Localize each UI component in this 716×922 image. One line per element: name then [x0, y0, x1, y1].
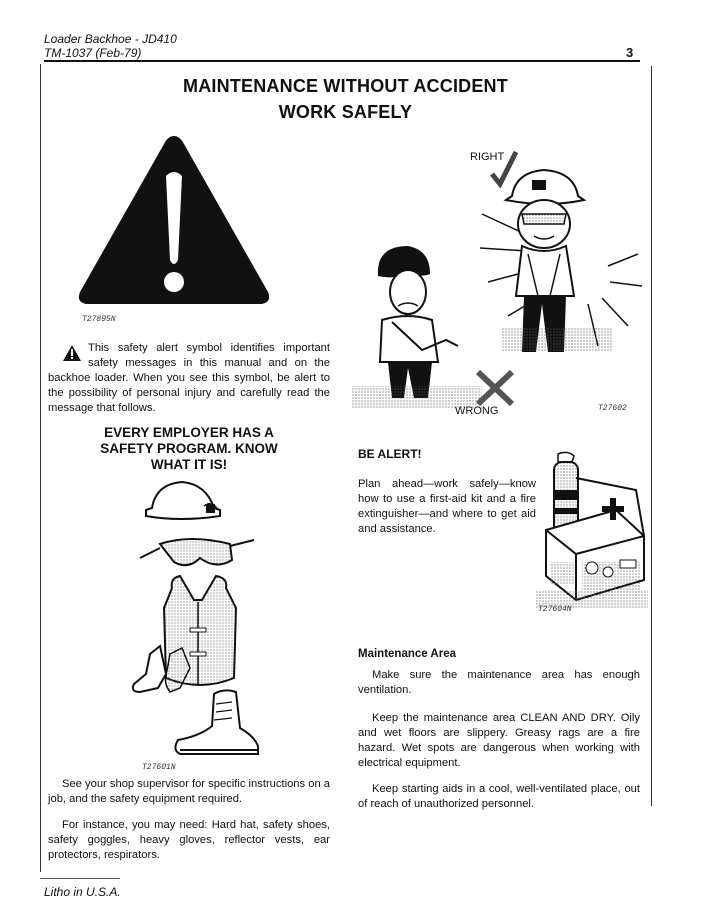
- manual-number: TM-1037 (Feb-79): [44, 46, 142, 60]
- maintenance-area-heading: Maintenance Area: [358, 648, 456, 660]
- safety-program-heading: [48, 425, 330, 473]
- be-alert-paragraph: [358, 477, 536, 537]
- clean-dry-paragraph: [358, 711, 640, 771]
- right-wrong-workers-illustration: [352, 136, 644, 418]
- be-alert-text: Plan ahead—work safely—know how to use a first-aid kit and a fire extinguisher—and where to get aid and assistance.: [358, 478, 536, 535]
- ventilation-paragraph: [358, 668, 640, 698]
- equipment-paragraph: [48, 818, 330, 863]
- safety-equipment-illustration: [120, 478, 280, 762]
- figure-id: T27895N: [82, 315, 116, 324]
- page-number: 3: [626, 45, 634, 60]
- footer-rule: [40, 878, 120, 879]
- equipment-text: For instance, you may need: Hard hat, safety shoes, safety goggles, heavy gloves, reflector vests, ear protectors, respirators.: [48, 819, 330, 861]
- symbol-explanation: [48, 341, 330, 416]
- right-margin-line: [651, 66, 652, 806]
- symbol-explanation-text: This safety alert symbol identifies important safety messages in this manual and on the backhoe loader. When you see this symbol, be alert to the possibility of personal injury and carefully read the message that follows.: [48, 342, 330, 414]
- clean-dry-text: Keep the maintenance area CLEAN AND DRY. Oily and wet floors are slippery. Greasy rags are a fire hazard. Wet spots are dangerous when working with electrical equipment.: [358, 712, 640, 769]
- manual-title: Loader Backhoe - JD410: [44, 32, 177, 46]
- right-label: RIGHT: [470, 151, 505, 163]
- figure-id: T27602: [598, 404, 627, 413]
- first-aid-kit-extinguisher-illustration: [536, 450, 648, 610]
- program-heading-line2: SAFETY PROGRAM. KNOW: [100, 441, 278, 456]
- supervisor-paragraph: [48, 777, 330, 807]
- page-title: MAINTENANCE WITHOUT ACCIDENT: [183, 76, 508, 96]
- starting-aids-paragraph: [358, 782, 640, 812]
- wrong-label: WRONG: [455, 405, 499, 417]
- page-subtitle: WORK SAFELY: [278, 102, 413, 122]
- left-margin-line: [40, 64, 41, 872]
- program-heading-line1: EVERY EMPLOYER HAS A: [104, 425, 274, 440]
- figure-id: T27604N: [538, 605, 572, 614]
- supervisor-text: See your shop supervisor for specific instructions on a job, and the safety equipment required.: [48, 778, 331, 805]
- figure-id: T27601N: [142, 763, 176, 772]
- header-rule: [44, 60, 640, 62]
- starting-aids-text: Keep starting aids in a cool, well-ventilated place, out of reach of unauthorized personnel.: [358, 783, 640, 810]
- ventilation-text: Make sure the maintenance area has enough ventilation.: [358, 669, 640, 696]
- program-heading-line3: WHAT IT IS!: [150, 457, 228, 472]
- footer-text: Litho in U.S.A.: [44, 885, 121, 899]
- safety-alert-symbol-icon: [74, 130, 274, 310]
- be-alert-heading: BE ALERT!: [358, 447, 422, 461]
